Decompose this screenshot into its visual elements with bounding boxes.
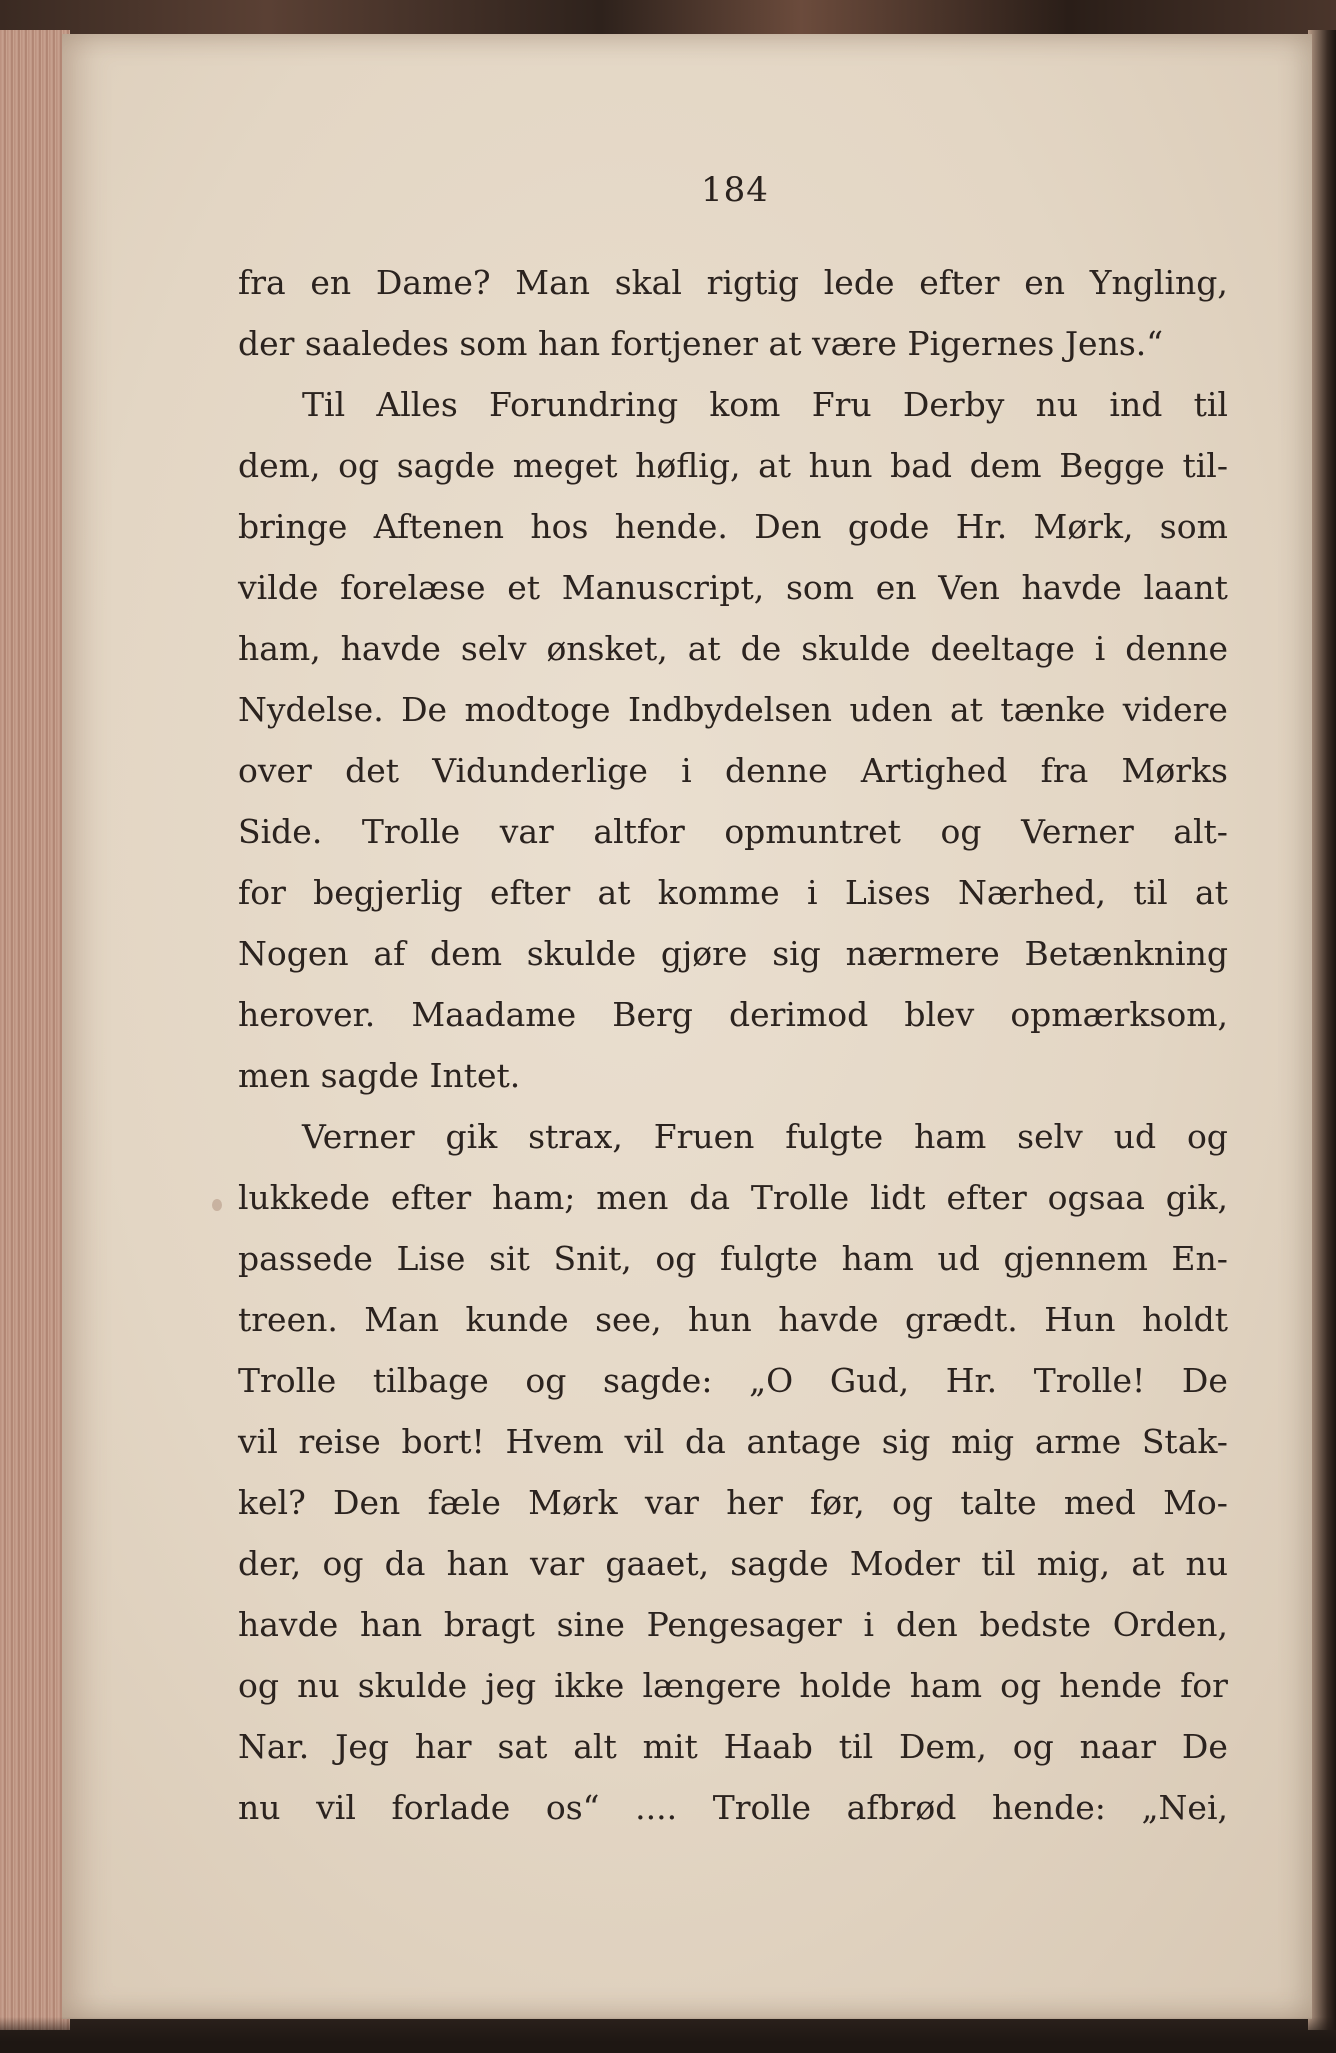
page-edges-right [1308, 30, 1336, 2030]
text-line: vil reise bort! Hvem vil da antage sig mig arme Stak- [238, 1422, 1228, 1461]
text-line: fra en Dame? Man skal rigtig lede efter en Yngling, [238, 263, 1228, 302]
text-line: ham, havde selv ønsket, at de skulde deeltage i denne [238, 629, 1228, 668]
text-line: Side. Trolle var altfor opmuntret og Verner alt- [238, 812, 1228, 851]
text-line: lukkede efter ham; men da Trolle lidt efter ogsaa gik, [238, 1178, 1228, 1217]
text-line: nu vil forlade os“ .... Trolle afbrød hende: „Nei, [238, 1788, 1228, 1827]
text-line: herover. Maadame Berg derimod blev opmærksom, [238, 995, 1228, 1034]
text-line: Nydelse. De modtoge Indbydelsen uden at tænke videre [238, 690, 1228, 729]
text-line: passede Lise sit Snit, og fulgte ham ud gjennem En- [238, 1239, 1228, 1278]
text-line: bringe Aftenen hos hende. Den gode Hr. Mørk, som [238, 507, 1228, 546]
text-line: Nar. Jeg har sat alt mit Haab til Dem, og naar De [238, 1727, 1228, 1766]
text-line: for begjerlig efter at komme i Lises Nærhed, til at [238, 873, 1228, 912]
text-line: men sagde Intet. [238, 1056, 521, 1095]
text-line: og nu skulde jeg ikke længere holde ham og hende for [238, 1666, 1228, 1705]
page-number: 184 [701, 170, 769, 210]
text-line: havde han bragt sine Pengesager i den bedste Orden, [238, 1605, 1228, 1644]
text-line: kel? Den fæle Mørk var her før, og talte med Mo- [238, 1483, 1228, 1522]
bottom-shadow [0, 2017, 1336, 2053]
paper-stain [212, 1199, 222, 1211]
text-line: dem, og sagde meget høflig, at hun bad dem Begge til- [238, 446, 1228, 485]
body-text [238, 252, 1228, 1838]
text-line: Trolle tilbage og sagde: „O Gud, Hr. Trolle! De [238, 1361, 1228, 1400]
text-line: der, og da han var gaaet, sagde Moder til mig, at nu [238, 1544, 1228, 1583]
text-line: der saaledes som han fortjener at være Pigernes Jens.“ [238, 324, 1164, 363]
text-line: vilde forelæse et Manuscript, som en Ven havde laant [238, 568, 1228, 607]
text-line: treen. Man kunde see, hun havde grædt. Hun holdt [238, 1300, 1228, 1339]
text-line: over det Vidunderlige i denne Artighed fra Mørks [238, 751, 1228, 790]
text-line: Verner gik strax, Fruen fulgte ham selv ud og [302, 1117, 1228, 1156]
text-line: Nogen af dem skulde gjøre sig nærmere Betænkning [238, 934, 1228, 973]
text-line: Til Alles Forundring kom Fru Derby nu ind til [302, 385, 1228, 424]
page-edges-left [0, 30, 70, 2030]
